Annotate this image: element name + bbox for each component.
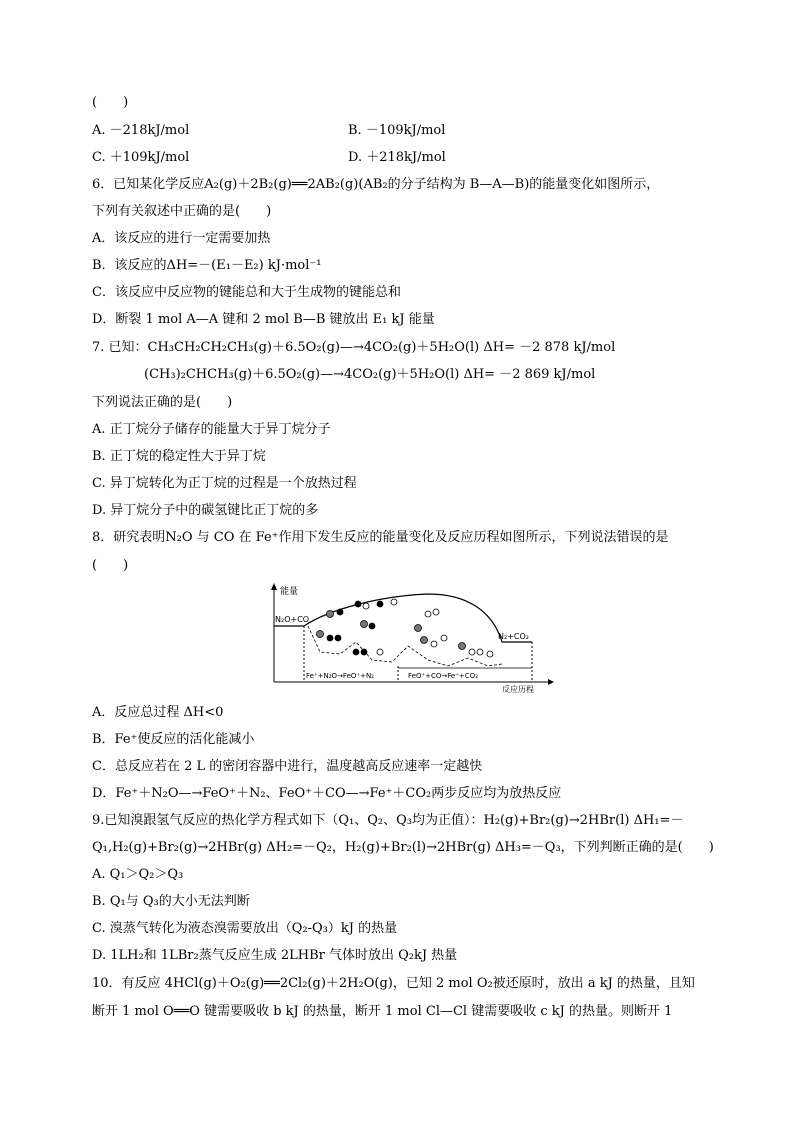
q8-option-c: C．总反应若在 2 L 的密闭容器中进行，温度越高反应速率一定越快 bbox=[92, 759, 483, 774]
q9-option-c: C. 溴蒸气转化为液态溴需要放出（Q₂-Q₃）kJ 的热量 bbox=[92, 921, 398, 936]
q8-energy-diagram-svg bbox=[268, 582, 558, 694]
q5-options-row1 bbox=[92, 122, 712, 140]
q8-stem-line1: 8．研究表明N₂O 与 CO 在 Fe⁺作用下发生反应的能量变化及反应历程如图所示，下列说法错误的是 bbox=[92, 530, 669, 545]
q7-stem-line2: (CH₃)₂CHCH₃(g)＋6.5O₂(g)—→4CO₂(g)＋5H₂O(l) ΔH= －2 869 kJ/mol bbox=[144, 367, 596, 382]
axis-x-label: 反应历程 bbox=[502, 685, 534, 694]
q5-option-a: A. －218kJ/mol bbox=[92, 123, 190, 138]
q6-stem-line1: 6．已知某化学反应A₂(g)＋2B₂(g)══2AB₂(g)(AB₂的分子结构为 B—A—B)的能量变化如图所示， bbox=[92, 177, 660, 192]
q7-option-d: D. 异丁烷分子中的碳氢键比正丁烷的多 bbox=[92, 503, 319, 518]
q5-paren: ( ) bbox=[92, 95, 129, 110]
q9-option-b: B. Q₁与 Q₃的大小无法判断 bbox=[92, 894, 250, 909]
q7-option-b: B. 正丁烷的稳定性大于异丁烷 bbox=[92, 449, 266, 464]
q10-stem-line2: 断开 1 mol O══O 键需要吸收 b kJ 的热量，断开 1 mol Cl—Cl 键需要吸收 c kJ 的热量。则断开 1 bbox=[92, 1004, 673, 1019]
q6-option-b: B．该反应的ΔH=－(E₁－E₂) kJ·mol⁻¹ bbox=[92, 258, 322, 273]
q5-options-row2 bbox=[92, 149, 712, 167]
q7-option-c: C. 异丁烷转化为正丁烷的过程是一个放热过程 bbox=[92, 476, 357, 491]
q5-option-c: C. ＋109kJ/mol bbox=[92, 150, 190, 165]
molecule-icons bbox=[317, 599, 494, 657]
q8-option-b: B．Fe⁺使反应的活化能减小 bbox=[92, 732, 255, 747]
q10-stem-line1: 10．有反应 4HCl(g)＋O₂(g)══2Cl₂(g)＋2H₂O(g)，已知 2 mol O₂被还原时，放出 a kJ 的热量，且知 bbox=[92, 976, 695, 991]
product-label: N₂+CO₂ bbox=[498, 632, 529, 641]
step2-label: FeO⁺+CO→Fe⁺+CO₂ bbox=[408, 672, 478, 680]
q5-option-b: B. －109kJ/mol bbox=[348, 123, 446, 138]
q6-stem-line2: 下列有关叙述中正确的是( ) bbox=[92, 204, 272, 219]
q7-option-a: A. 正丁烷分子储存的能量大于异丁烷分子 bbox=[92, 422, 331, 437]
q6-option-a: A．该反应的进行一定需要加热 bbox=[92, 231, 271, 246]
q9-stem-line1: 9.已知溴跟氢气反应的热化学方程式如下（Q₁、Q₂、Q₃均为正值）：H₂(g)+Br₂(g)→2HBr(l) ΔH₁=－ bbox=[92, 813, 684, 828]
axis-y-label: 能量 bbox=[280, 587, 299, 597]
q6-option-d: D．断裂 1 mol A—A 键和 2 mol B—B 键放出 E₁ kJ 能量 bbox=[92, 312, 435, 327]
q9-stem-line2: Q₁,H₂(g)+Br₂(g)→2HBr(g) ΔH₂=－Q₂，H₂(g)+Br₂(l)→2HBr(g) ΔH₃=－Q₃，下列判断正确的是( ) bbox=[92, 840, 714, 855]
q8-option-a: A．反应总过程 ΔH<0 bbox=[92, 705, 224, 720]
q9-option-d: D. 1LH₂和 1LBr₂蒸气反应生成 2LHBr 气体时放出 Q₂kJ 热量 bbox=[92, 948, 458, 963]
q9-option-a: A. Q₁＞Q₂＞Q₃ bbox=[92, 867, 184, 882]
q7-stem-line1: 7. 已知：CH₃CH₂CH₂CH₃(g)＋6.5O₂(g)—→4CO₂(g)＋5H₂O(l) ΔH= －2 878 kJ/mol bbox=[92, 340, 616, 355]
step1-label: Fe⁺+N₂O→FeO⁺+N₂ bbox=[306, 672, 374, 680]
q8-stem-line2: ( ) bbox=[92, 558, 129, 573]
q5-option-d: D. ＋218kJ/mol bbox=[348, 150, 446, 165]
q8-option-d: D．Fe⁺＋N₂O—→FeO⁺＋N₂、FeO⁺＋CO—→Fe⁺＋CO₂两步反应均为放热反应 bbox=[92, 786, 562, 801]
q8-energy-diagram bbox=[268, 582, 558, 694]
q6-option-c: C．该反应中反应物的键能总和大于生成物的键能总和 bbox=[92, 285, 401, 300]
q7-stem-line3: 下列说法正确的是( ) bbox=[92, 395, 233, 410]
reactant-label: N₂O+CO bbox=[275, 615, 310, 624]
